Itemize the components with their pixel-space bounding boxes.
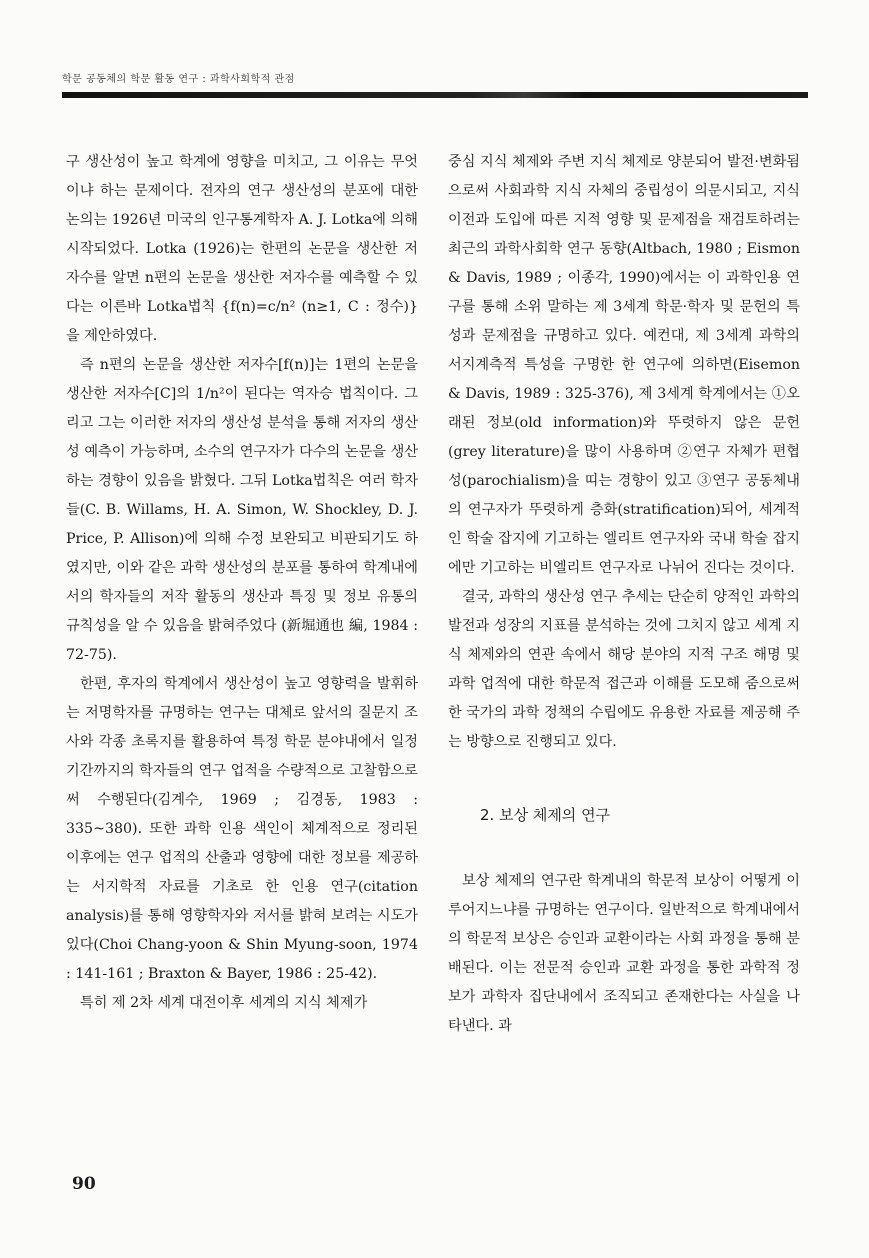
section-heading: 2. 보상 체제의 연구 [480,806,611,824]
paragraph: 한편, 후자의 학계에서 생산성이 높고 영향력을 발휘하는 저명학자를 규명하는 연구는 대체로 앞서의 질문지 조사와 각종 초록지를 활용하여 특정 학문 분야내에서 일정 기간까지의 학자들의 연구 업적을 수량적으로 고찰함으로써 수행된다(김계수, 1969 ; 김경동, 1983 : 335~380). 또한 과학 인용 색인이 체계적으로 정리된 이후에는 연구 업적의 산출과 영향에 대한 정보를 제공하는 서지학적 자료를 기초로 한 인용 연구(citation analysis)를 통해 영향학자와 저서를 밝혀 보려는 시도가 있다(Choi Chang-yoon & Shin Myung-soon, 1974 : 141-161 ; Braxton & Bayer, 1986 : 25-42). [66,676,418,982]
paragraph: 즉 n편의 논문을 생산한 저자수[f(n)]는 1편의 논문을 생산한 저자수[C]의 1/n²이 된다는 역자승 법칙이다. 그리고 그는 이러한 저자의 생산성 분석을 통해 저자의 생산성 예측이 가능하며, 소수의 연구자가 다수의 논문을 생산하는 경향이 있음을 밝혔다. 그뒤 Lotka법칙은 여러 학자들(C. B. Willams, H. A. Simon, W. Shockley, D. J. Price, P. Allison)에 의해 수정 보완되고 비판되기도 하였지만, 이와 같은 과학 생산성의 분포를 통하여 학계내에서의 학자들의 저작 활동의 생산과 특징 및 정보 유통의 규칙성을 알 수 있음을 밝혀주었다 (新堀通也 編, 1984 : 72-75). [66,357,418,663]
left-column [66,148,418,1018]
paragraph: 구 생산성이 높고 학계에 영향을 미치고, 그 이유는 무엇이냐 하는 문제이다. 전자의 연구 생산성의 분포에 대한 논의는 1926년 미국의 인구통계학자 A. J. Lotka에 의해 시작되었다. Lotka (1926)는 한편의 논문을 생산한 저자수를 알면 n편의 논문을 생산한 저자수를 예측할 수 있다는 이른바 Lotka법칙 {f(n)=c/n² (n≥1, C : 정수)}을 제안하였다. [66,154,418,344]
running-header: 학문 공동체의 학문 활동 연구 : 과학사회학적 관점 [62,74,295,85]
right-column [448,148,800,1041]
page-number: 90 [72,1174,96,1194]
paragraph: 결국, 과학의 생산성 연구 추세는 단순히 양적인 과학의 발전과 성장의 지표를 분석하는 것에 그치지 않고 세계 지식 체제와의 연관 속에서 해당 분야의 지적 구조 해명 및 과학 업적에 대한 학문적 접근과 이해를 도모해 줌으로써 한 국가의 과학 정책의 수립에도 유용한 자료를 제공해 주는 방향으로 진행되고 있다. [448,589,800,750]
paragraph: 중심 지식 체제와 주변 지식 체제로 양분되어 발전·변화됨으로써 사회과학 지식 자체의 중립성이 의문시되고, 지식 이전과 도입에 따른 지적 영향 및 문제점을 재검토하려는 최근의 과학사회학 연구 동향(Altbach, 1980 ; Eismon & Davis, 1989 ; 이종각, 1990)에서는 이 과학인용 연구를 통해 소위 말하는 제 3세계 학문·학자 및 문헌의 특성과 문제점을 규명하고 있다. 예컨대, 제 3세계 과학의 서지계측적 특성을 구명한 한 연구에 의하면(Eisemon & Davis, 1989 : 325-376), 제 3세계 학계에서는 ①오래된 정보(old information)와 뚜렷하지 않은 문헌(grey literature)을 많이 사용하며 ②연구 자체가 편협성(parochialism)을 띠는 경향이 있고 ③연구 공동체내의 연구자가 뚜렷하게 층화(stratification)되어, 세계적인 학술 잡지에 기고하는 엘리트 연구자와 국내 학술 잡지에만 기고하는 비엘리트 연구자로 나뉘어 진다는 것이다. [448,154,800,576]
paragraph: 특히 제 2차 세계 대전이후 세계의 지식 체제가 [80,995,368,1011]
paragraph: 보상 체제의 연구란 학계내의 학문적 보상이 어떻게 이루어지느냐를 규명하는 연구이다. 일반적으로 학계내에서의 학문적 보상은 승인과 교환이라는 사회 과정을 통해 분배된다. 이는 전문적 승인과 교환 과정을 통한 과학적 정보가 과학자 집단내에서 조직되고 존재한다는 사실을 나타낸다. 과 [448,873,800,1034]
header-rule [62,92,808,98]
